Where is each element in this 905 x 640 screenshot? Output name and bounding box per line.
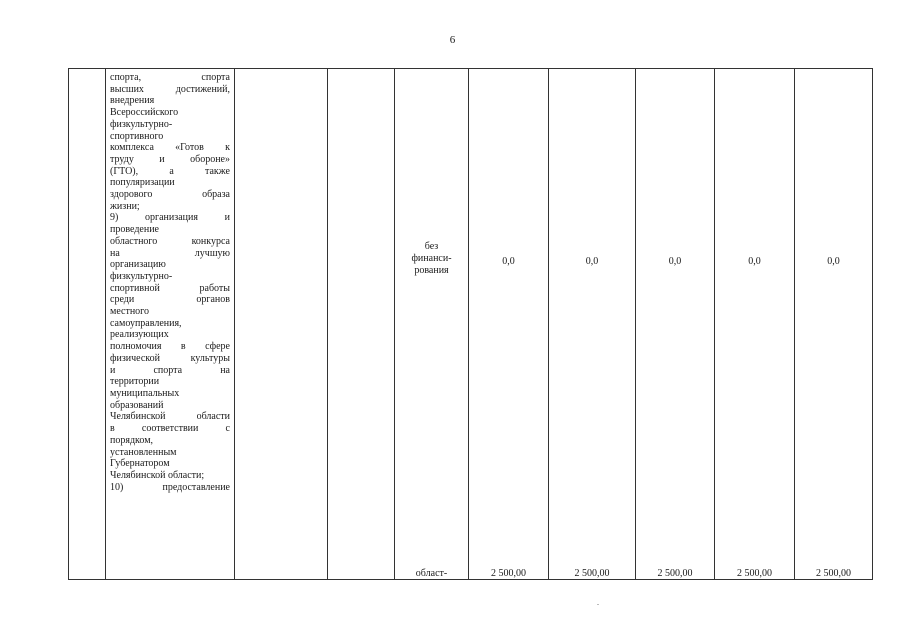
description-line: 10) предоставление [110, 481, 230, 493]
description-line: областного конкурса [110, 235, 230, 247]
description-line: порядком, [110, 434, 154, 446]
description-line: Челябинской области; [110, 469, 205, 481]
description-line: среди органов [110, 294, 230, 306]
table-row [69, 69, 873, 580]
funding-source-none [395, 241, 468, 277]
description-line: на лучшую [110, 247, 230, 259]
measure-description [106, 69, 234, 493]
amount-cell-4 [715, 69, 795, 580]
description-line: физкультурно- [110, 118, 173, 130]
funding-source-line: рования [414, 265, 449, 276]
description-line: высших достижений, [110, 83, 230, 95]
amount-bottom-1: 2 500,00 [491, 568, 526, 579]
description-line: жизни; [110, 200, 140, 212]
description-line: физкультурно- [110, 270, 173, 282]
description-line: местного [110, 306, 150, 318]
description-line: здорового образа [110, 189, 230, 201]
amount-top-4: 0,0 [748, 256, 761, 267]
amount-top-1: 0,0 [502, 256, 515, 267]
amount-top-3: 0,0 [668, 256, 682, 267]
amount-bottom-3: 2 500,00 [657, 568, 693, 579]
description-line: физической культуры [110, 352, 230, 364]
funding-source-line: без [424, 241, 439, 252]
amount-bottom-2: 2 500,00 [574, 568, 610, 579]
budget-table [68, 68, 873, 580]
description-line: реализующих [110, 329, 169, 341]
description-line: внедрения [110, 95, 155, 107]
executor-cell [235, 69, 328, 580]
amount-bottom-4: 2 500,00 [737, 568, 772, 579]
description-line: популяризации [110, 177, 175, 189]
description-cell [106, 69, 235, 580]
description-line: в соответствии с [110, 423, 230, 435]
description-line: труду и обороне» [110, 153, 230, 165]
amount-bottom-5: 2 500,00 [816, 568, 851, 579]
amount-cell-2 [549, 69, 636, 580]
amount-top-2: 0,0 [585, 256, 599, 267]
description-line: полномочия в сфере [110, 341, 230, 353]
description-line: Губернатором [110, 458, 170, 470]
description-line: комплекса «Готов к [110, 142, 230, 154]
description-line: муниципальных [110, 387, 180, 399]
description-line: спорта, спорта [110, 72, 230, 83]
amount-cell-1 [469, 69, 549, 580]
description-line: спортивной работы [110, 282, 230, 294]
description-line: Всероссийского [110, 107, 179, 119]
description-line: территории [110, 376, 160, 388]
amount-top-5: 0,0 [827, 256, 840, 267]
number-cell [69, 69, 106, 580]
amount-cell-5 [795, 69, 873, 580]
description-line: организацию [110, 259, 166, 271]
description-line: (ГТО), а также [110, 165, 230, 177]
description-line: самоуправления, [110, 317, 182, 329]
funding-source-line: финанси- [411, 253, 452, 264]
description-line: и спорта на [110, 364, 230, 376]
description-line: установленным [110, 446, 177, 458]
amount-cell-3 [636, 69, 715, 580]
description-line: Челябинской области [110, 411, 230, 423]
funding-source-cell [395, 69, 469, 580]
description-line: спортивного [110, 130, 164, 142]
scan-speck [597, 604, 599, 605]
funding-source-regional: област- [415, 568, 448, 579]
description-line: проведение [110, 224, 159, 236]
period-cell [328, 69, 395, 580]
description-line: 9) организация и [110, 212, 230, 224]
description-line: образований [110, 399, 164, 411]
page-number: 6 [449, 34, 456, 46]
